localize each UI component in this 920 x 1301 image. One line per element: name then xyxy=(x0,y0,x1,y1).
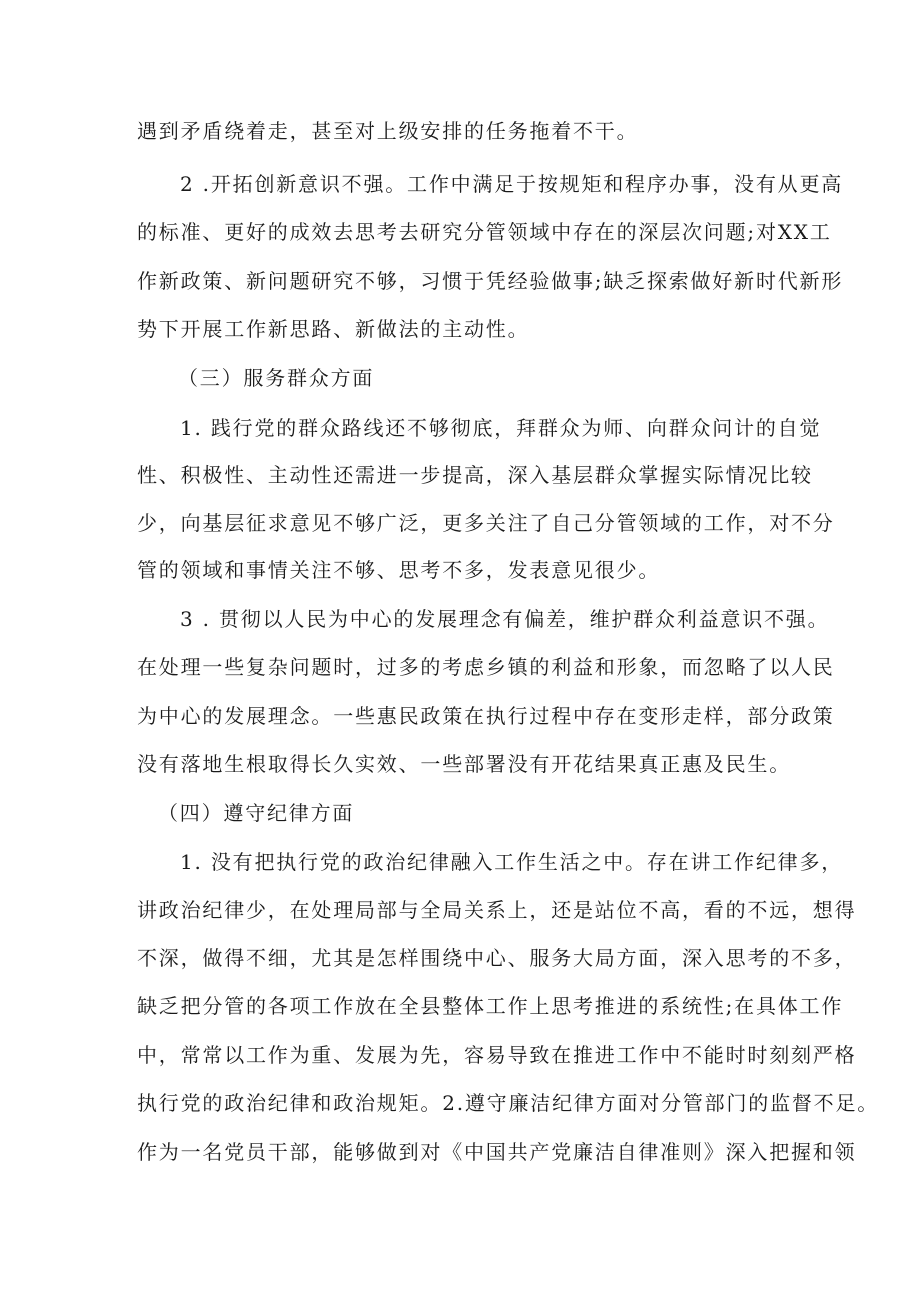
text-line: 3 . 贯彻以人民为中心的发展理念有偏差，维护群众利益意识不强。 xyxy=(180,607,830,631)
text-line: 1. 践行党的群众路线还不够彻底，拜群众为师、向群众问计的自觉 xyxy=(180,416,822,440)
text-line: 为中心的发展理念。一些惠民政策在执行过程中存在变形走样，部分政策 xyxy=(137,704,835,728)
text-line: 执行党的政治纪律和政治规矩。2.遵守廉洁纪律方面对分管部门的监督不足。 xyxy=(137,1091,880,1115)
text-line: 没有落地生根取得长久实效、一些部署没有开花结果真正惠及民生。 xyxy=(137,752,791,776)
text-line: 的标准、更好的成效去思考去研究分管领域中存在的深层次问题;对XX工 xyxy=(137,220,832,244)
text-line: 在处理一些复杂问题时，过多的考虑乡镇的利益和形象，而忽略了以人民 xyxy=(137,655,835,679)
text-line: 中，常常以工作为重、发展为先，容易导致在推进工作中不能时时刻刻严格 xyxy=(137,1043,857,1067)
text-line: 少，向基层征求意见不够广泛，更多关注了自己分管领域的工作，对不分 xyxy=(137,511,835,535)
text-line: 作新政策、新问题研究不够，习惯于凭经验做事;缺乏探索做好新时代新形 xyxy=(137,269,844,293)
text-line: 性、积极性、主动性还需进一步提高，深入基层群众掌握实际情况比较 xyxy=(137,463,813,487)
text-line: 缺乏把分管的各项工作放在全县整体工作上思考推进的系统性;在具体工作 xyxy=(137,994,844,1018)
text-line: 势下开展工作新思路、新做法的主动性。 xyxy=(137,317,530,341)
section-heading: （四）遵守纪律方面 xyxy=(158,801,355,825)
text-line: 讲政治纪律少，在处理局部与全局关系上，还是站位不高，看的不远，想得 xyxy=(137,898,857,922)
text-line: 2 .开拓创新意识不强。工作中满足于按规矩和程序办事，没有从更高 xyxy=(180,172,844,196)
text-line: 不深，做得不细，尤其是怎样围绕中心、服务大局方面，深入思考的不多， xyxy=(137,946,857,970)
section-heading: （三）服务群众方面 xyxy=(178,366,375,390)
text-line: 遇到矛盾绕着走，甚至对上级安排的任务拖着不干。 xyxy=(137,119,639,143)
text-line: 管的领域和事情关注不够、思考不多，发表意见很少。 xyxy=(137,558,661,582)
text-line: 1. 没有把执行党的政治纪律融入工作生活之中。存在讲工作纪律多， xyxy=(180,850,844,874)
text-line: 作为一名党员干部，能够做到对《中国共产党廉洁自律准则》深入把握和领 xyxy=(137,1140,857,1164)
